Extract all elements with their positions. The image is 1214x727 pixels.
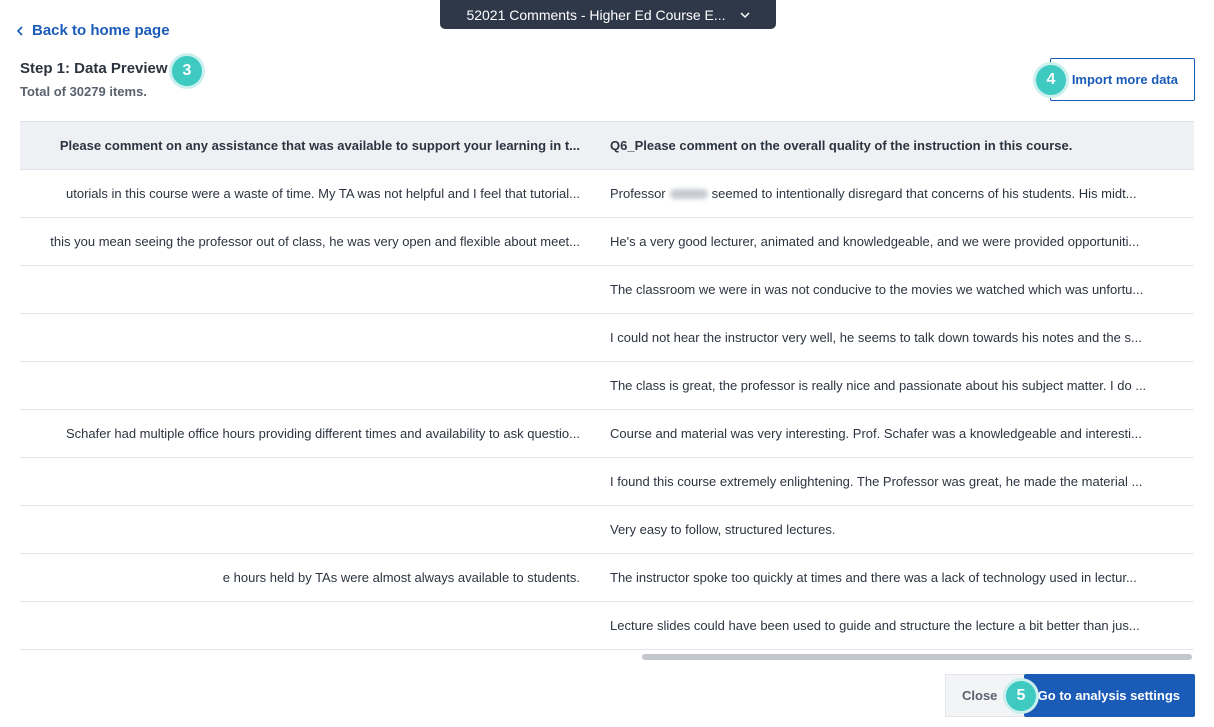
table-cell: Very easy to follow, structured lectures. [610,522,836,537]
table-row [20,554,1194,602]
close-button[interactable]: Close [945,674,1025,717]
footer-badge: 5 [1006,681,1036,711]
horizontal-scrollbar[interactable] [20,650,1194,664]
dataset-selector[interactable] [440,0,776,29]
table-cell: I found this course extremely enlightening. The Professor was great, he made the material ... [610,474,1143,489]
table-cell [20,266,580,313]
table-cell [20,458,580,505]
item-count: Total of 30279 items. [20,84,147,99]
table-row [20,266,1194,314]
table-row [20,314,1194,362]
go-to-analysis-settings-button[interactable]: Go to analysis settings [1024,674,1195,717]
table-row [20,170,1194,218]
table-cell [20,314,580,361]
table-cell: utorials in this course were a waste of time. My TA was not helpful and I feel that tutorial... [66,186,580,201]
column-header: Q6_Please comment on the overall quality of the instruction in this course. [610,138,1073,153]
table-row [20,362,1194,410]
import-more-data-button[interactable]: Import more data [1050,58,1195,101]
table-row [20,506,1194,554]
table-cell: Schafer had multiple office hours providing different times and availability to ask questio... [65,426,580,441]
table-cell: Lecture slides could have been used to guide and structure the lecture a bit better than jus... [610,618,1140,633]
table-cell: Course and material was very interesting. Prof. Schafer was a knowledgeable and interesti... [610,426,1142,441]
table-cell: I could not hear the instructor very well, he seems to talk down towards his notes and the s... [610,330,1142,345]
dataset-title: 52021 Comments - Higher Ed Course E... [466,6,726,23]
table-header [20,121,1194,170]
table-cell: The instructor spoke too quickly at times and there was a lack of technology used in lectur... [610,570,1137,585]
back-to-home-link[interactable] [16,22,170,39]
table-row [20,458,1194,506]
step-title: Step 1: Data Preview [20,60,168,77]
chevron-left-icon [16,26,24,36]
table-cell: Professor seemed to intentionally disregard that concerns of his students. His midt... [610,186,1137,201]
table-row [20,602,1194,650]
table-cell: He's a very good lecturer, animated and knowledgeable, and we were provided opportuniti... [610,234,1140,249]
scrollbar-thumb[interactable] [642,654,1192,660]
data-preview-table [20,121,1194,650]
redacted-name [670,189,708,199]
table-cell: this you mean seeing the professor out of class, he was very open and flexible about meet... [50,234,580,249]
back-link-label: Back to home page [32,22,170,39]
table-cell: The class is great, the professor is really nice and passionate about his subject matter. I do ... [610,378,1147,393]
table-cell [20,506,580,553]
table-row [20,218,1194,266]
chevron-down-icon [740,10,750,20]
import-badge: 4 [1036,65,1066,95]
column-header: Please comment on any assistance that was available to support your learning in t... [59,138,580,153]
table-cell [20,362,580,409]
table-cell: e hours held by TAs were almost always available to students. [222,570,580,585]
step-badge: 3 [172,56,202,86]
table-cell [20,602,580,649]
table-cell: The classroom we were in was not conducive to the movies we watched which was unfortu... [610,282,1144,297]
table-row [20,410,1194,458]
